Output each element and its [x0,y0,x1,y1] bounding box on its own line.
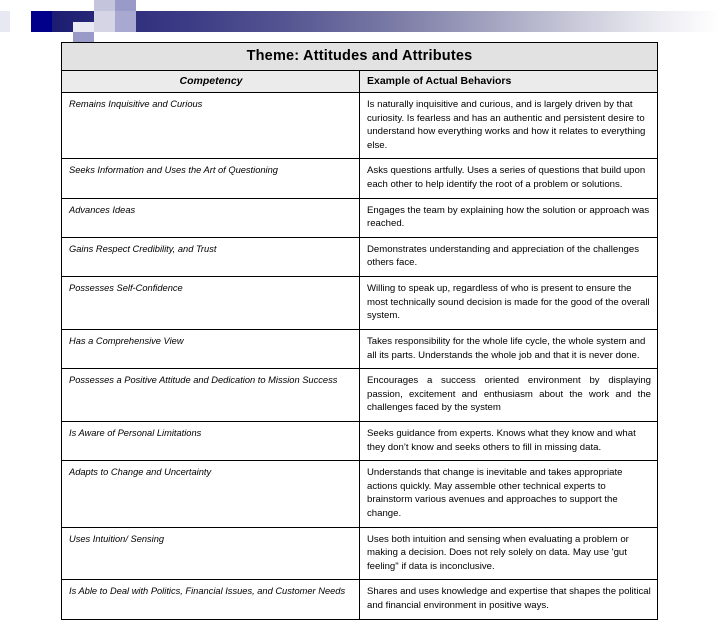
competency-table-container [61,42,658,620]
table-row [62,198,658,237]
cell-behavior: Asks questions artfully. Uses a series of questions that build upon each other to help identify the root of a problem or solutions. [360,159,658,198]
table-row [62,461,658,527]
competency-table [61,42,658,620]
cell-competency: Possesses Self-Confidence [62,277,360,330]
table-row [62,421,658,460]
cell-behavior: Understands that change is inevitable and takes appropriate actions quickly. May assemble other technical experts to brainstorm various avenues and approaches to support the change. [360,461,658,527]
cell-competency: Advances Ideas [62,198,360,237]
cell-competency: Remains Inquisitive and Curious [62,93,360,159]
table-row [62,329,658,368]
decorative-square-4 [115,0,136,11]
cell-competency: Is Aware of Personal Limitations [62,421,360,460]
decorative-square-1 [10,11,31,32]
table-row [62,159,658,198]
cell-behavior: Engages the team by explaining how the solution or approach was reached. [360,198,658,237]
decorative-square-7 [73,22,94,32]
cell-competency: Seeks Information and Uses the Art of Questioning [62,159,360,198]
cell-competency: Uses Intuition/ Sensing [62,527,360,580]
cell-competency: Adapts to Change and Uncertainty [62,461,360,527]
column-header-behavior: Example of Actual Behaviors [360,71,658,93]
table-row [62,527,658,580]
table-row [62,580,658,619]
decorative-square-3 [94,0,115,11]
column-header-competency: Competency [62,71,360,93]
cell-competency: Gains Respect Credibility, and Trust [62,237,360,276]
cell-competency: Is Able to Deal with Politics, Financial Issues, and Customer Needs [62,580,360,619]
cell-behavior: Shares and uses knowledge and expertise that shapes the political and financial environment in positive ways. [360,580,658,619]
decorative-square-2 [0,11,10,32]
cell-competency: Possesses a Positive Attitude and Dedication to Mission Success [62,369,360,422]
slide-decoration-band [0,0,720,40]
cell-competency: Has a Comprehensive View [62,329,360,368]
table-row [62,93,658,159]
table-title-row [62,43,658,71]
decorative-square-0 [31,11,52,32]
cell-behavior: Is naturally inquisitive and curious, and is largely driven by that curiosity. Is fearless and has an authentic and persistent desire to understand how everything works and how it relates to everything else. [360,93,658,159]
cell-behavior: Encourages a success oriented environment by displaying passion, excitement and enthusiasm about the work and the challenges faced by the system [360,369,658,422]
cell-behavior: Takes responsibility for the whole life cycle, the whole system and all its parts. Understands the whole job and that it is never done. [360,329,658,368]
table-row [62,237,658,276]
cell-behavior: Demonstrates understanding and appreciation of the challenges others face. [360,237,658,276]
cell-behavior: Uses both intuition and sensing when evaluating a problem or making a decision. Does not rely solely on data. May use 'gut feeling" if data is inconclusive. [360,527,658,580]
table-row [62,277,658,330]
decorative-square-5 [94,11,115,32]
cell-behavior: Seeks guidance from experts. Knows what they know and what they don’t know and seeks others to fill in missing data. [360,421,658,460]
cell-behavior: Willing to speak up, regardless of who is present to ensure the most technically sound decision is made for the good of the overall system. [360,277,658,330]
gradient-bar [42,11,720,32]
table-row [62,369,658,422]
table-header-row [62,71,658,93]
decorative-square-6 [115,11,136,32]
page-title: Theme: Attitudes and Attributes [62,43,658,71]
